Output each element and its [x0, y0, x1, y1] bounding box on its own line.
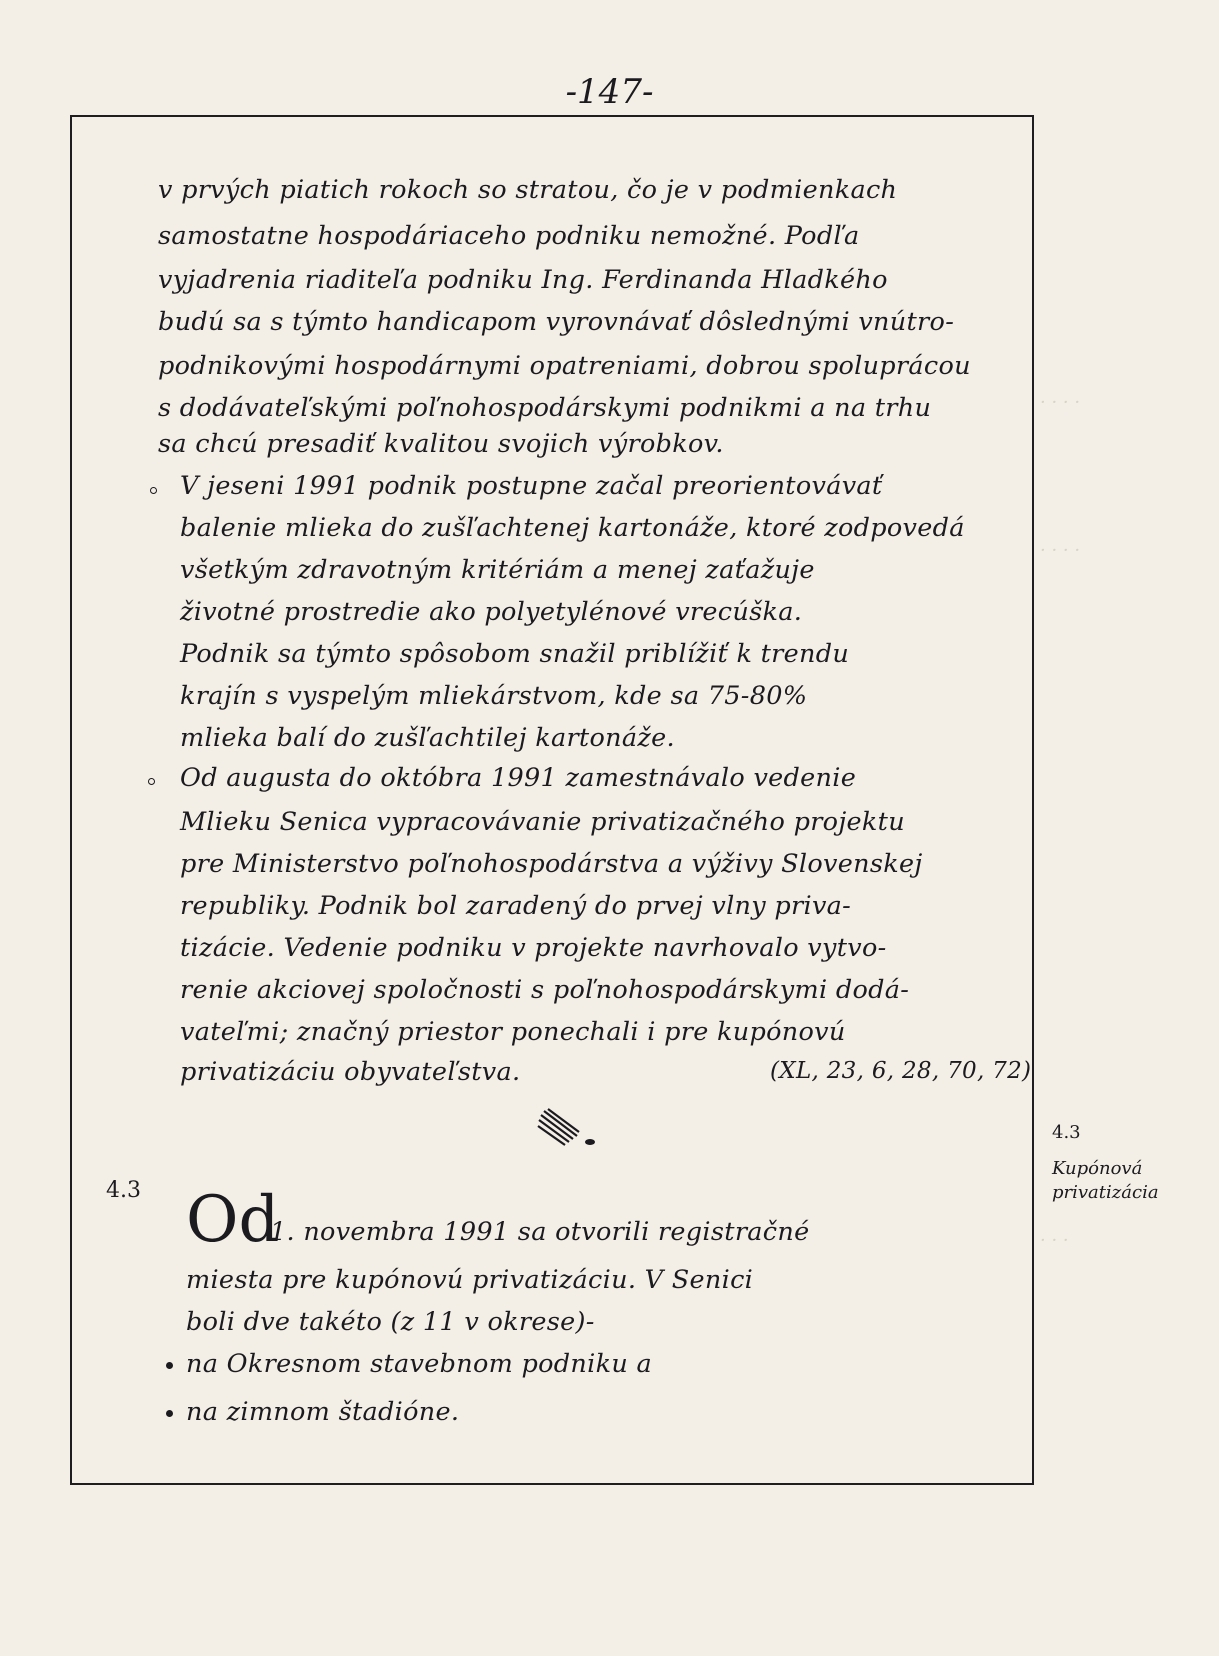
body-line: Podnik sa týmto spôsobom snažil priblížiť k trendu — [180, 639, 850, 669]
body-line: podnikovými hospodárnymi opatreniami, dobrou spoluprácou — [158, 351, 971, 381]
body-line: pre Ministerstvo poľnohospodárstva a výživy Slovenskej — [180, 849, 923, 879]
body-line: budú sa s týmto handicapom vyrovnávať dôslednými vnútro- — [158, 307, 955, 337]
reference-note: (XL, 23, 6, 28, 70, 72) — [770, 1058, 1032, 1084]
bullet-marker — [148, 778, 155, 785]
drop-initial: Od — [186, 1183, 280, 1257]
list-item: na Okresnom stavebnom podniku a — [186, 1349, 652, 1379]
body-line: V jeseni 1991 podnik postupne začal preorientovávať — [180, 471, 883, 501]
list-item: na zimnom štadióne. — [186, 1397, 460, 1427]
body-line: v prvých piatich rokoch so stratou, čo je v podmienkach — [158, 175, 898, 205]
page-number: -147- — [565, 72, 654, 112]
body-line: balenie mlieka do zušľachtenej kartonáže, ktoré zodpovedá — [180, 513, 965, 543]
section-line: 1. novembra 1991 sa otvorili registračné — [270, 1217, 810, 1247]
margin-note-number: 4.3 — [1052, 1122, 1081, 1143]
body-line: s dodávateľskými poľnohospodárskymi podnikmi a na trhu — [158, 393, 932, 423]
body-line: mlieka balí do zušľachtilej kartonáže. — [180, 723, 675, 753]
margin-note-title: Kupónová — [1052, 1158, 1143, 1179]
section-line: miesta pre kupónovú privatizáciu. V Senici — [186, 1265, 754, 1295]
body-line: tizácie. Vedenie podniku v projekte navrhovalo vytvo- — [180, 933, 887, 963]
body-line: renie akciovej spoločnosti s poľnohospodárskymi dodá- — [180, 975, 910, 1005]
section-flourish — [535, 1108, 605, 1152]
bleed-through-mark: · · · · — [1040, 392, 1081, 413]
body-line: všetkým zdravotným kritériám a menej zaťažuje — [180, 555, 815, 585]
body-line: vateľmi; značný priestor ponechali i pre kupónovú — [180, 1017, 846, 1047]
bullet-marker — [166, 1410, 173, 1417]
body-line: Od augusta do októbra 1991 zamestnávalo vedenie — [180, 763, 857, 793]
body-line: krajín s vyspelým mliekárstvom, kde sa 75-80% — [180, 681, 808, 711]
body-line: privatizáciu obyvateľstva. — [180, 1057, 521, 1087]
body-line: sa chcú presadiť kvalitou svojich výrobkov. — [158, 429, 724, 459]
bleed-through-mark: · · · — [1040, 1230, 1069, 1251]
bullet-marker — [150, 487, 157, 494]
bullet-marker — [166, 1362, 173, 1369]
margin-note-title: privatizácia — [1052, 1182, 1159, 1203]
body-line: Mlieku Senica vypracovávanie privatizačného projektu — [180, 807, 905, 837]
body-line: životné prostredie ako polyetylénové vrecúška. — [180, 597, 803, 627]
body-line: vyjadrenia riaditeľa podniku Ing. Ferdinanda Hladkého — [158, 265, 888, 295]
body-line: samostatne hospodáriaceho podniku nemožné. Podľa — [158, 221, 860, 251]
section-number: 4.3 — [106, 1178, 141, 1203]
body-line: republiky. Podnik bol zaradený do prvej vlny priva- — [180, 891, 852, 921]
bleed-through-mark: · · · · — [1040, 540, 1081, 561]
section-line: boli dve takéto (z 11 v okrese)- — [186, 1307, 595, 1337]
